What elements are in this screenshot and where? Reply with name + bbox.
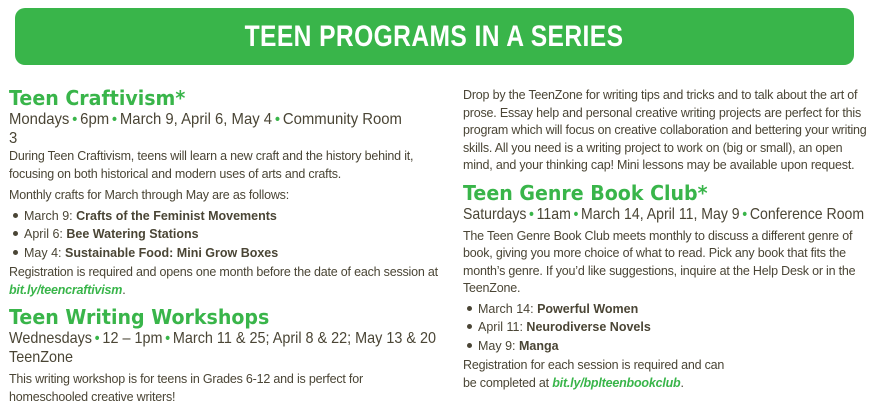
registration-note <box>9 264 439 299</box>
list-item <box>9 244 439 263</box>
separator-dot: • <box>94 330 100 347</box>
meta-time: 6pm <box>80 111 110 128</box>
registration-text: Registration is required and opens one month before the date of each session at <box>9 265 438 279</box>
program-teen-genre-book-club <box>463 181 875 393</box>
program-meta <box>463 205 865 224</box>
program-teen-writing-workshops <box>9 305 439 406</box>
meta-time: 11am <box>536 205 571 223</box>
meta-day: Saturdays <box>463 205 527 223</box>
separator-dot: • <box>72 111 78 128</box>
session-title: Bee Watering Stations <box>66 227 199 241</box>
program-meta <box>9 329 437 348</box>
registration-link[interactable]: bit.ly/teencraftivism <box>9 282 123 297</box>
list-item <box>9 207 439 226</box>
registration-end: . <box>680 375 684 390</box>
meta-dates: March 9, April 6, May 4 <box>119 111 273 128</box>
session-date: March 14: <box>478 301 534 316</box>
bullet-icon <box>13 231 18 236</box>
session-title: Neurodiverse Novels <box>526 320 651 334</box>
separator-dot: • <box>529 205 534 223</box>
bullet-icon <box>13 213 18 218</box>
separator-dot: • <box>742 205 748 223</box>
bullet-icon <box>467 324 472 329</box>
list-item <box>463 337 875 356</box>
list-intro: Monthly crafts for March through May are as follows: <box>9 188 289 202</box>
program-location: TeenZone <box>9 349 74 366</box>
page-banner <box>15 8 854 65</box>
session-title: Sustainable Food: Mini Grow Boxes <box>65 245 279 260</box>
program-heading: Teen Genre Book Club* <box>463 180 708 205</box>
registration-note <box>463 357 733 392</box>
right-column <box>463 86 875 392</box>
session-date: April 6: <box>24 227 63 241</box>
meta-location: Conference Room <box>749 205 865 223</box>
session-title: Powerful Women <box>537 301 639 316</box>
meta-day: Wednesdays <box>9 330 92 347</box>
meta-time: 12 – 1pm <box>102 330 163 347</box>
program-description: This writing workshop is for teens in Grades 6-12 and is perfect for homeschooled creative writers! <box>9 372 363 404</box>
session-date: May 4: <box>24 245 62 260</box>
meta-day: Mondays <box>9 111 70 128</box>
program-heading: Teen Writing Workshops <box>9 305 270 329</box>
left-column <box>9 86 439 406</box>
meta-dates: March 14, April 11, May 9 <box>581 205 740 223</box>
program-meta <box>9 110 409 148</box>
list-item <box>463 318 875 337</box>
program-teen-craftivism <box>9 86 439 299</box>
session-date: March 9: <box>24 208 73 223</box>
program-description: During Teen Craftivism, teens will learn a new craft and the history behind it, focusing on both historical and modern uses of arts and crafts. <box>9 149 414 181</box>
session-date: April 11: <box>478 320 523 334</box>
session-date: May 9: <box>478 338 516 353</box>
separator-dot: • <box>274 111 281 128</box>
session-title: Manga <box>519 338 559 353</box>
meta-location: Community Room 3 <box>9 111 402 147</box>
registration-link[interactable]: bit.ly/bplteenbookclub <box>552 375 681 390</box>
registration-end: . <box>122 282 126 297</box>
session-list <box>9 207 439 263</box>
bullet-icon <box>13 250 18 255</box>
separator-dot: • <box>111 111 118 128</box>
separator-dot: • <box>165 330 171 347</box>
list-item <box>463 300 875 319</box>
program-description: The Teen Genre Book Club meets monthly to discuss a different genre of book, giving you more choice of what to read. Pick any book that fits the month’s genre. If you’d like suggestions, inquire at the Help Desk or in the TeenZone. <box>463 228 856 295</box>
separator-dot: • <box>573 205 579 223</box>
session-list <box>463 300 875 356</box>
page-title: TEEN PROGRAMS IN A SERIES <box>245 19 624 53</box>
bullet-icon <box>467 306 472 311</box>
program-heading: Teen Craftivism* <box>9 86 186 110</box>
list-item <box>9 225 439 244</box>
meta-dates: March 11 & 25; April 8 & 22; May 13 & 20 <box>172 330 437 347</box>
registration-text: Registration for each session is required and can be completed at <box>463 358 725 390</box>
bullet-icon <box>467 343 472 348</box>
program-description-continued: Drop by the TeenZone for writing tips and tricks and to talk about the art of prose. Essay help and personal creative writing projects are perfect for this program which will focus on creative collaboration and bettering your writing skills. All you need is a writing project to work on (big or small), an open mind, and your thinking cap! Mini lessons may be available upon request. <box>463 88 867 172</box>
session-title: Crafts of the Feminist Movements <box>76 208 277 223</box>
